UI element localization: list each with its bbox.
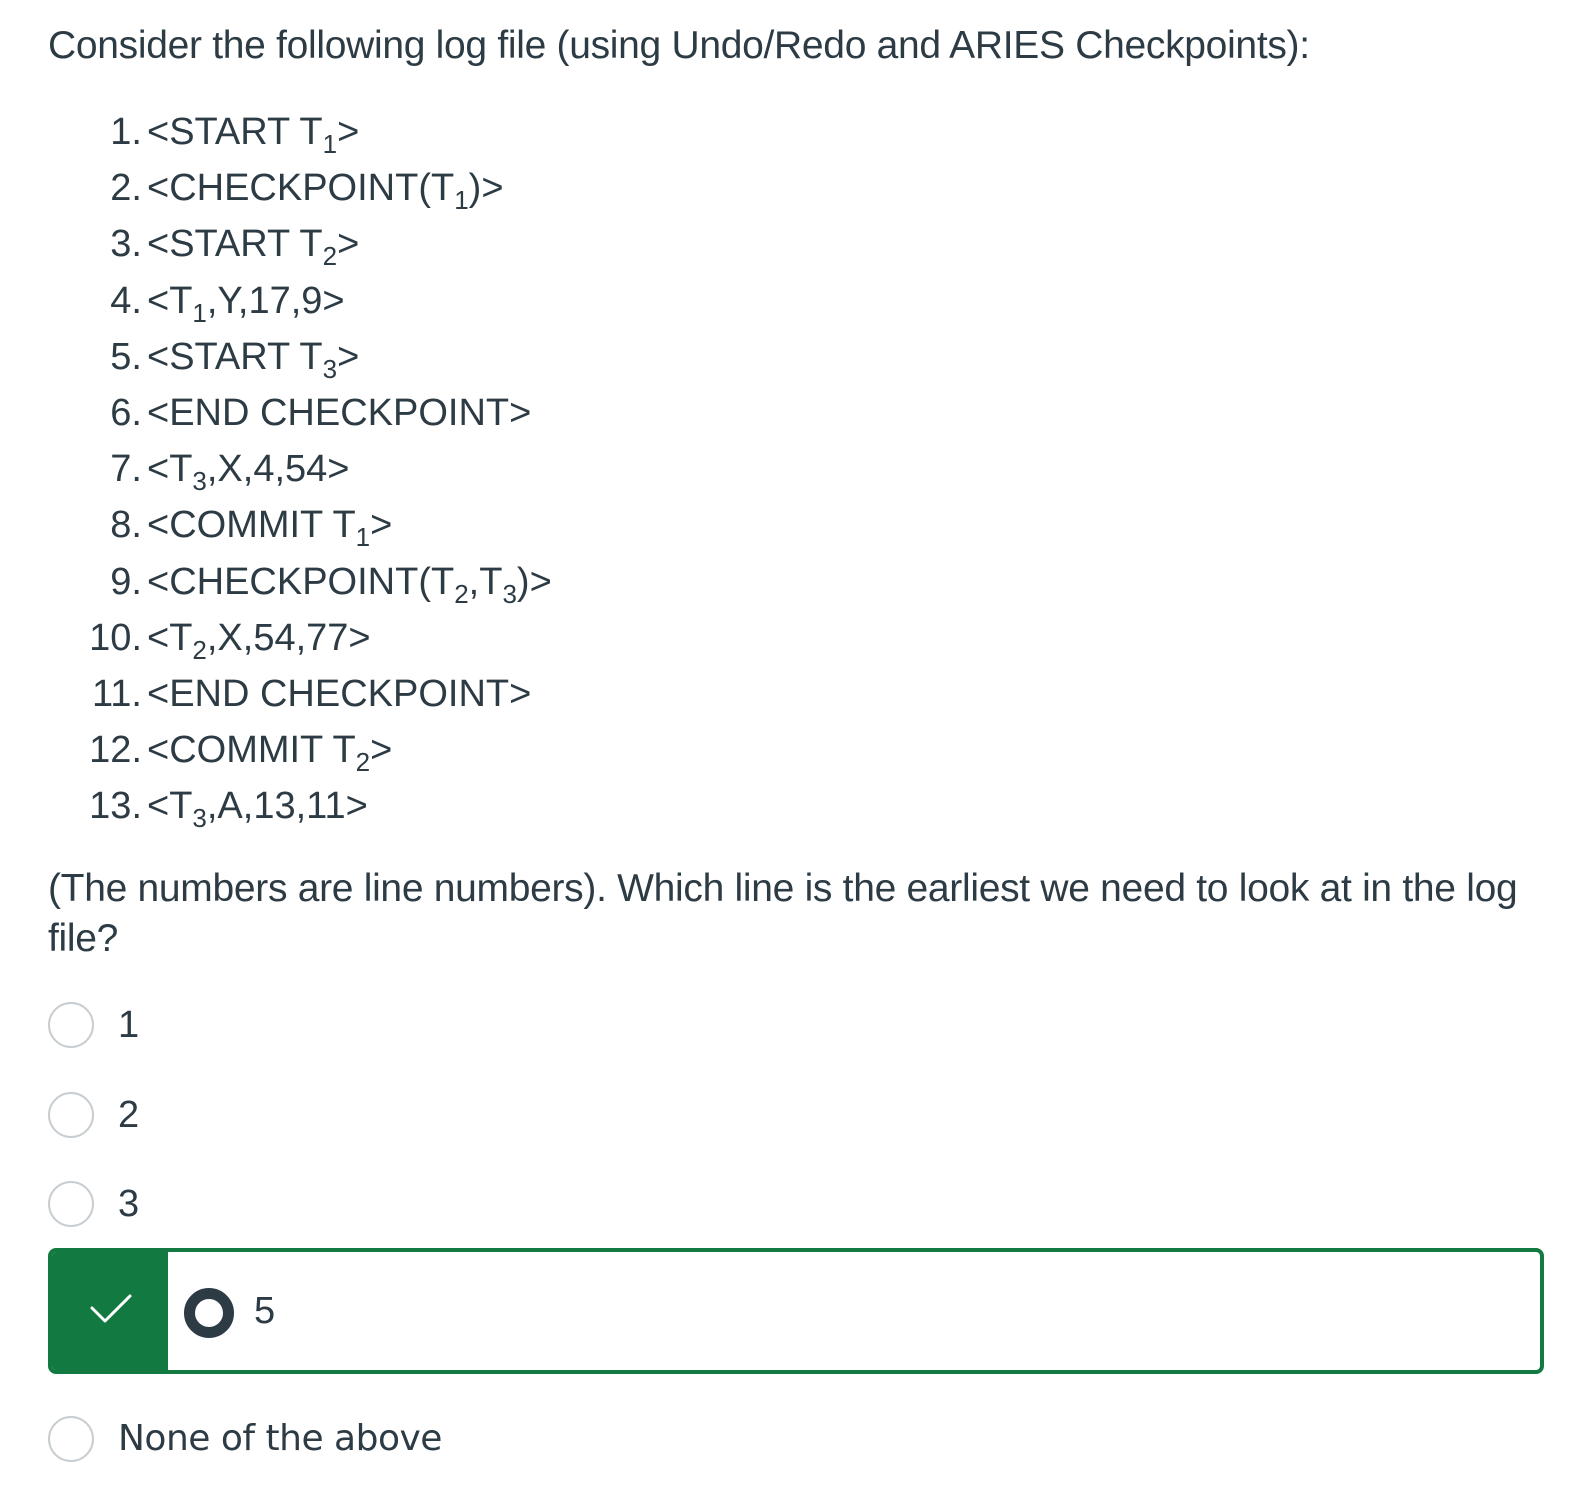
answer-label: 5 <box>254 1290 276 1332</box>
line-number: 12. <box>89 729 142 772</box>
line-number: 8. <box>110 504 142 547</box>
log-entry: $<T_1,Y,17,9>$ <box>147 279 345 328</box>
correct-answer-flag <box>52 1252 168 1370</box>
radio-button-selected[interactable] <box>184 1288 234 1338</box>
answer-label: 3 <box>118 1183 140 1225</box>
log-entry: $<T_3,A,13,11>$ <box>147 785 368 834</box>
log-entry: $<CHECKPOINT(T_1)>$ <box>147 167 504 216</box>
question-intro: Consider the following log file (using Undo/Redo and ARIES Checkpoints): <box>48 24 1310 67</box>
line-number: 11. <box>91 672 142 715</box>
radio-button[interactable] <box>48 1092 94 1138</box>
line-number: 13. <box>89 785 142 828</box>
log-entry: <START $T_1>$ <box>147 111 360 159</box>
log-entry: <START $T_2>$ <box>147 223 360 272</box>
log-entry: <COMMIT $T_2>$ <box>147 729 393 778</box>
line-number: 4. <box>110 279 142 322</box>
line-number: 1. <box>110 111 142 153</box>
log-entry: <COMMIT $T_1>$ <box>147 504 393 553</box>
line-number: 2. <box>110 167 142 210</box>
log-entry: $<T_3,X,4,54>$ <box>147 448 350 497</box>
line-number: 5. <box>110 335 142 378</box>
line-number: 6. <box>110 391 142 434</box>
quiz-question <box>48 0 1544 1494</box>
line-number: 9. <box>110 560 142 603</box>
log-entry: <START $T_3>$ <box>147 335 360 384</box>
line-number: 3. <box>110 223 142 266</box>
log-entry: $<T_2,X,54,77>$ <box>147 616 371 665</box>
line-number: 10. <box>89 616 142 659</box>
log-entry: <END CHECKPOINT> <box>147 391 532 434</box>
question-text: (The numbers are line numbers). Which line is the earliest we need to look at in the log file? <box>48 867 1518 960</box>
radio-button[interactable] <box>48 1416 94 1462</box>
check-icon <box>90 1294 132 1324</box>
answer-label: 1 <box>118 1004 140 1046</box>
answer-label: None of the above <box>118 1418 442 1459</box>
answer-label: 2 <box>118 1094 140 1136</box>
radio-button[interactable] <box>48 1181 94 1227</box>
log-entry: <END CHECKPOINT> <box>147 672 532 715</box>
answer-option-correct[interactable] <box>48 1248 1544 1374</box>
log-entry: $<CHECKPOINT(T_2,T_3)>$ <box>147 560 552 609</box>
line-number: 7. <box>110 448 142 491</box>
radio-button[interactable] <box>48 1002 94 1048</box>
